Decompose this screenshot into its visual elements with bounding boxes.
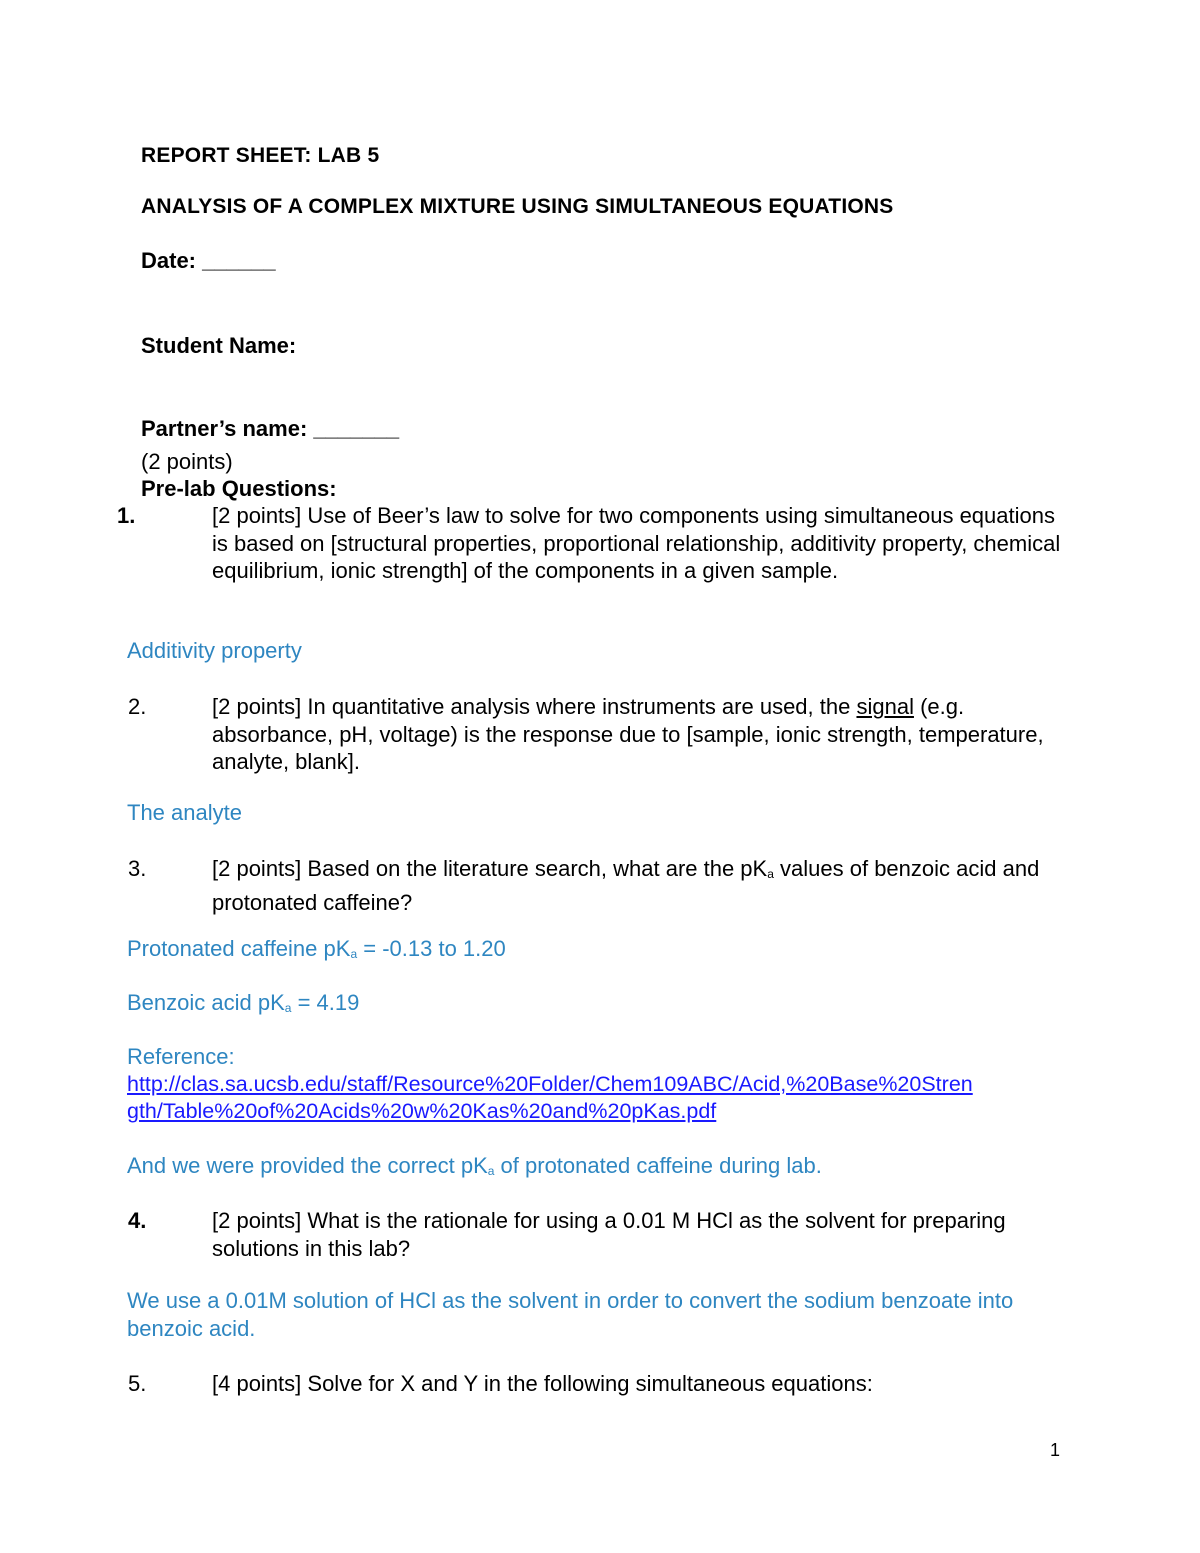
signal-underlined: signal xyxy=(856,694,914,719)
answer-2: The analyte xyxy=(127,800,242,825)
answer-3-benzoic: Benzoic acid $pK_a = 4.19$ xyxy=(127,990,360,1015)
question-5-number: 5. xyxy=(128,1371,147,1396)
reference-label: Reference: xyxy=(127,1044,235,1069)
question-5-text: [4 points] Solve for X and Y in the following simultaneous equations: xyxy=(212,1371,873,1396)
answer-3-note: And we were provided the correct $pK_a$ of protonated caffeine during lab. xyxy=(127,1153,822,1178)
question-4-number: 4. xyxy=(128,1208,147,1233)
reference-link-line-2[interactable]: gth/Table%20of%20Acids%20w%20Kas%20and%20pKas.pdf xyxy=(127,1099,717,1123)
partner-label: Partner’s name: xyxy=(141,416,308,441)
partner-blank: _______ xyxy=(313,416,400,441)
question-2-text: [2 points] In quantitative analysis where instruments are used, the signal (e.g. absorbance, pH, voltage) is the response due to [sample, ionic strength, temperature, analyte, blank]. xyxy=(212,694,1044,774)
question-2-number: 2. xyxy=(128,694,147,719)
date-label: Date: xyxy=(141,248,197,273)
date-field xyxy=(141,248,276,274)
partner-field xyxy=(141,416,399,442)
question-1-text: [2 points] Use of Beer’s law to solve for two components using simultaneous equations is based on [structural properties, proportional relationship, additivity property, chemical equilibrium, ionic strength] of the components in a given sample. xyxy=(212,503,1061,583)
question-1-number: 1. xyxy=(117,503,136,528)
answer-1: Additivity property xyxy=(127,638,302,663)
answer-3-caffeine: Protonated caffeine $pK_a = -0.13$ to 1.20 xyxy=(127,936,506,961)
reference-link-line-1[interactable]: http://clas.sa.ucsb.edu/staff/Resource%20Folder/Chem109ABC/Acid,%20Base%20Stren xyxy=(127,1072,973,1096)
report-title: REPORT SHEET: LAB 5 xyxy=(141,144,380,167)
question-3-number: 3. xyxy=(128,856,147,881)
points-note: (2 points) xyxy=(141,449,233,474)
student-name-label: Student Name: xyxy=(141,333,297,358)
answer-4: We use a 0.01M solution of HCl as the solvent in order to convert the sodium benzoate into benzoic acid. xyxy=(127,1288,1014,1341)
question-4-text: [2 points] What is the rationale for using a 0.01 M HCl as the solvent for preparing solutions in this lab? xyxy=(212,1208,1006,1261)
prelab-heading: Pre-lab Questions: xyxy=(141,476,337,501)
date-blank: ______ xyxy=(202,248,276,273)
page-number: 1 xyxy=(1050,1440,1061,1460)
question-3-text: [2 points] Based on the literature search, what are the $pK_a$ values of benzoic acid and protonated caffeine? xyxy=(212,856,1040,915)
report-subtitle: ANALYSIS OF A COMPLEX MIXTURE USING SIMULTANEOUS EQUATIONS xyxy=(141,195,894,218)
